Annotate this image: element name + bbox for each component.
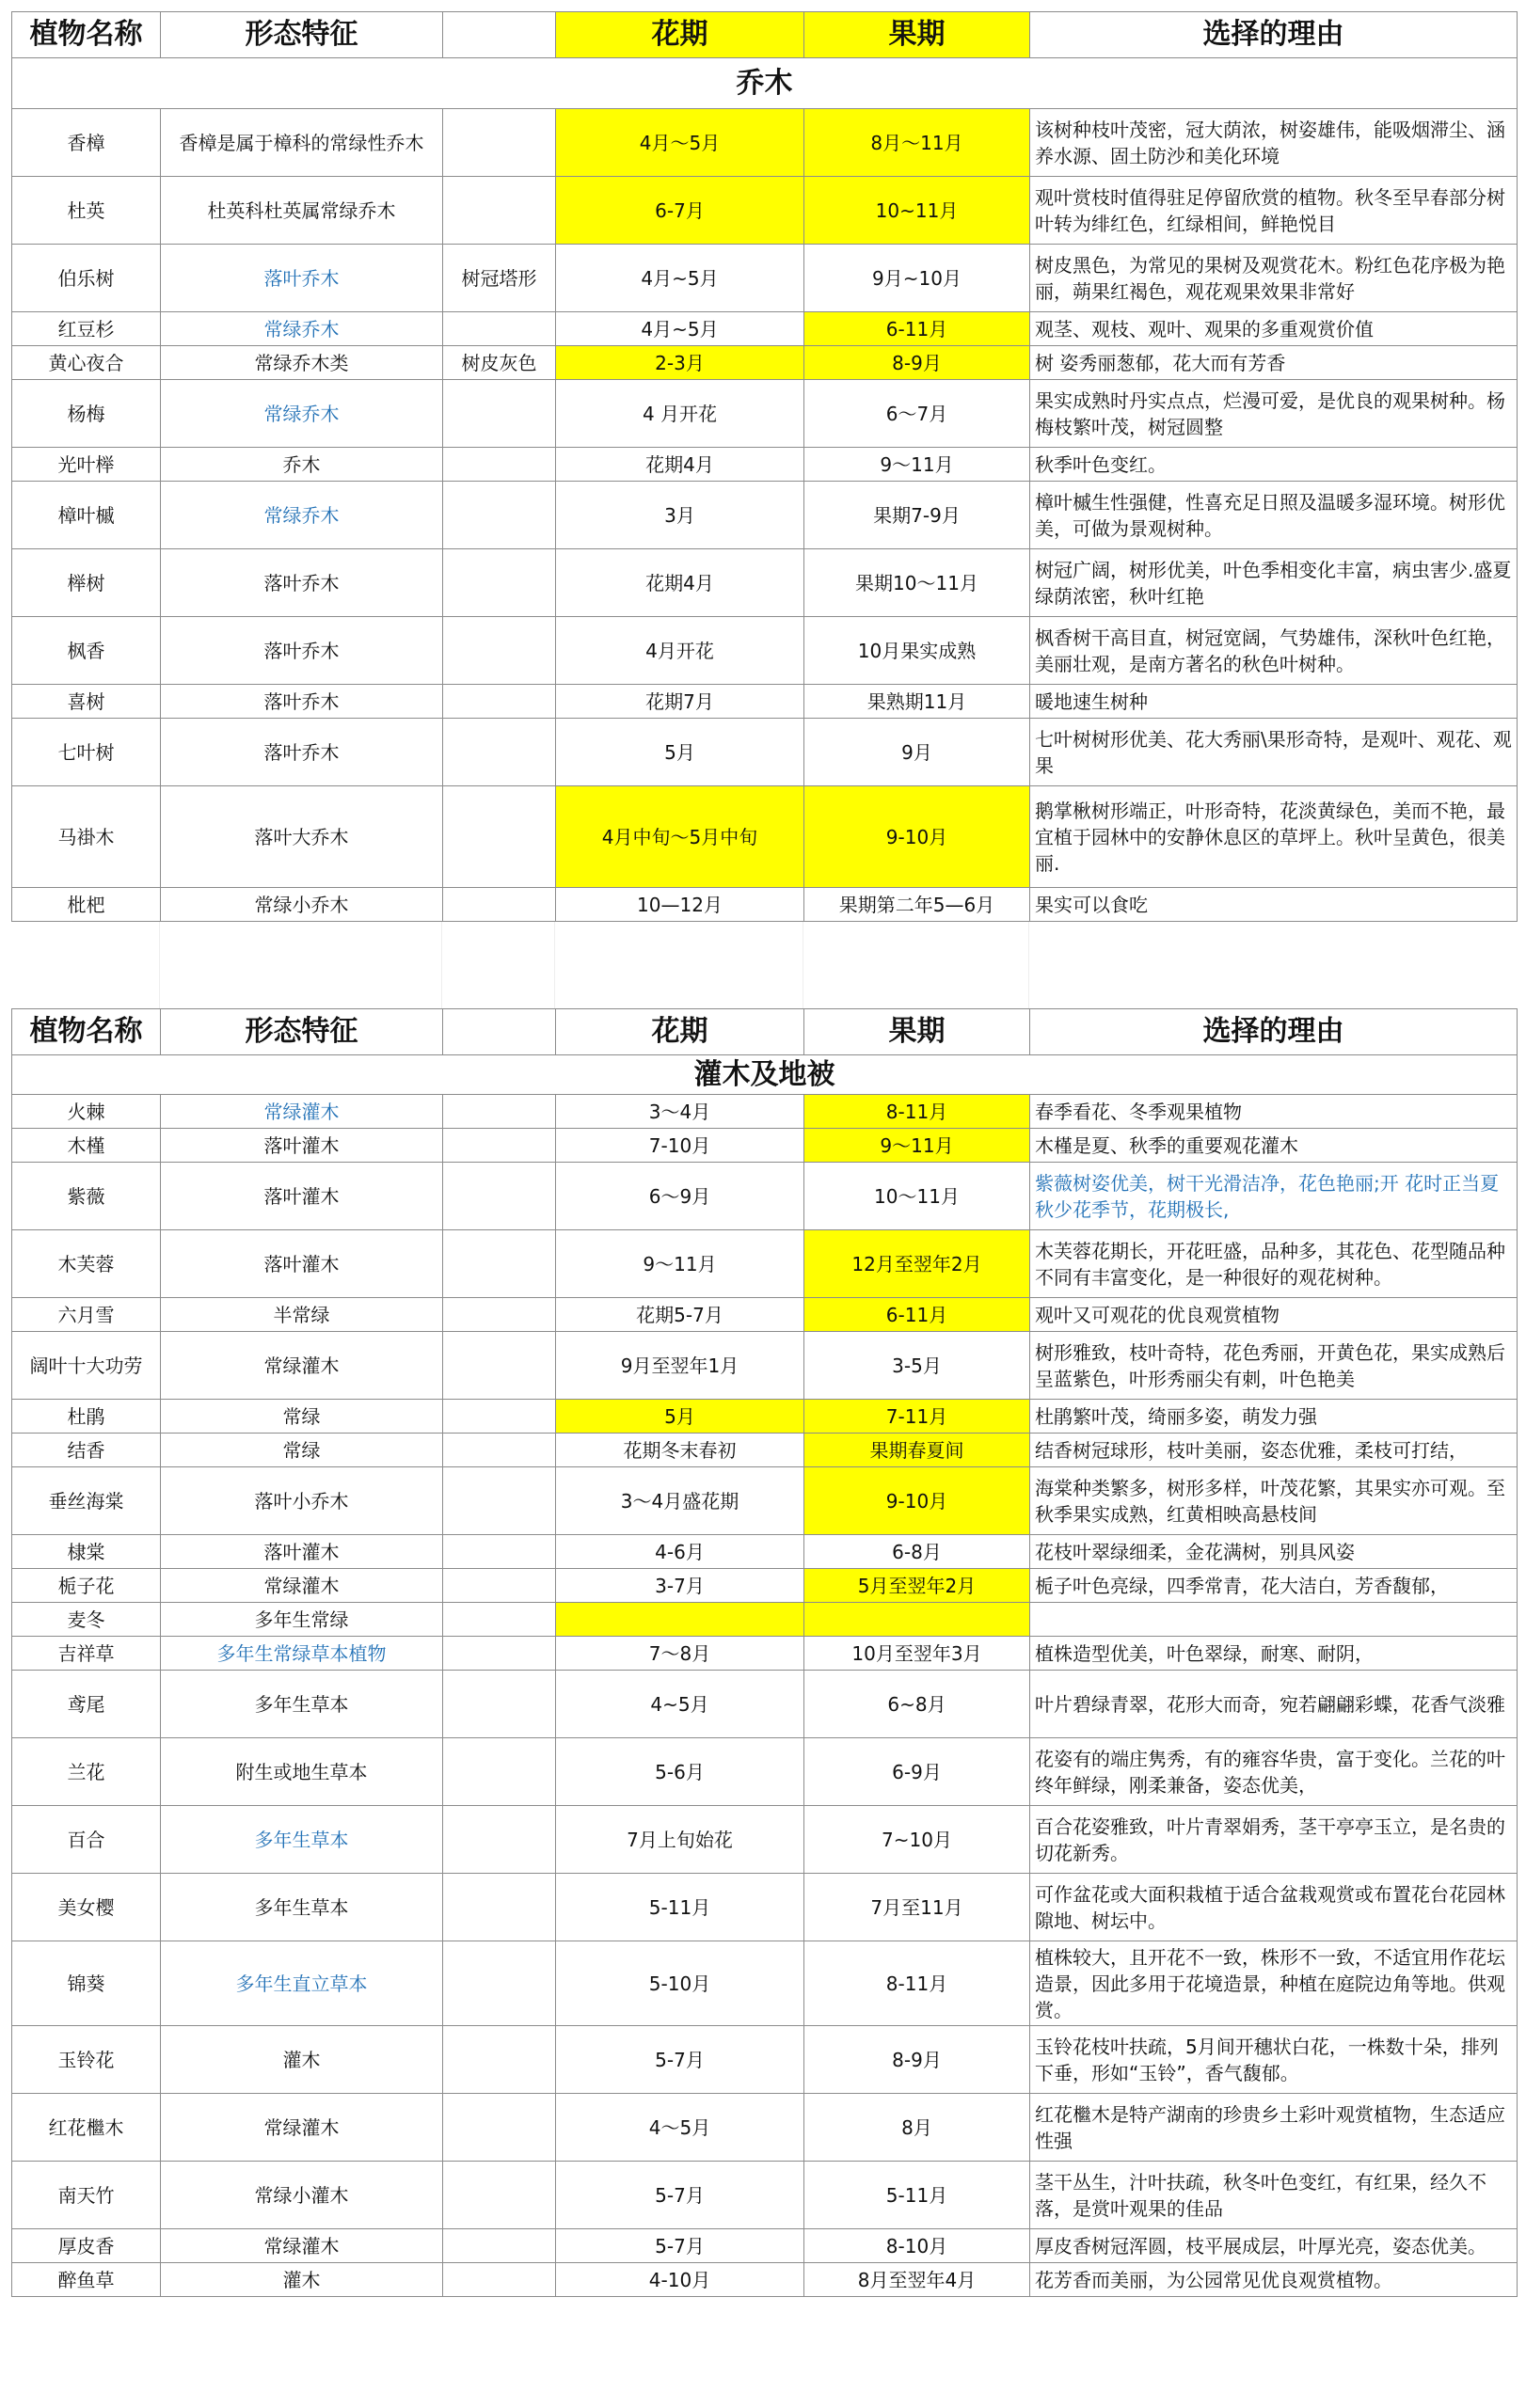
flowering-cell: 花期5-7月 <box>556 1298 804 1332</box>
section-row <box>12 58 1518 109</box>
extra-cell <box>443 177 556 245</box>
extra-cell <box>443 1603 556 1637</box>
extra-cell <box>443 2094 556 2162</box>
form-cell: 多年生草本 <box>161 1874 443 1941</box>
reason-cell: 果实可以食吃 <box>1030 888 1518 922</box>
table-row <box>12 1806 1518 1874</box>
fruiting-cell: 10~11月 <box>804 177 1030 245</box>
plant-name-cell: 百合 <box>12 1806 161 1874</box>
reason-cell: 鹅掌楸树形端正，叶形奇特，花淡黄绿色，美而不艳，最宜植于园林中的安静休息区的草坪上。秋叶呈黄色，很美丽. <box>1030 786 1518 888</box>
extra-cell <box>443 617 556 685</box>
plant-name-cell: 吉祥草 <box>12 1637 161 1671</box>
reason-cell: 木槿是夏、秋季的重要观花灌木 <box>1030 1129 1518 1163</box>
table-row <box>12 1738 1518 1806</box>
flowering-cell: 5-10月 <box>556 1941 804 2026</box>
form-cell: 灌木 <box>161 2263 443 2297</box>
plant-name-cell: 棣棠 <box>12 1535 161 1569</box>
table-row <box>12 1569 1518 1603</box>
fruiting-cell: 8月至翌年4月 <box>804 2263 1030 2297</box>
extra-cell <box>443 1806 556 1874</box>
plant-name-cell: 栀子花 <box>12 1569 161 1603</box>
flowering-cell: 5-7月 <box>556 2026 804 2094</box>
tree-table <box>11 11 1518 922</box>
table-row <box>12 685 1518 719</box>
fruiting-cell: 6~8月 <box>804 1671 1030 1738</box>
table-row <box>12 1230 1518 1298</box>
plant-name-cell: 枇杷 <box>12 888 161 922</box>
section-row <box>12 1055 1518 1095</box>
reason-cell: 茎干丛生，汁叶扶疏，秋冬叶色变红，有红果，经久不落，是赏叶观果的佳品 <box>1030 2162 1518 2229</box>
reason-cell: 花芳香而美丽，为公园常见优良观赏植物。 <box>1030 2263 1518 2297</box>
table-row <box>12 549 1518 617</box>
reason-cell: 花姿有的端庄隽秀，有的雍容华贵，富于变化。兰花的叶终年鲜绿，刚柔兼备，姿态优美， <box>1030 1738 1518 1806</box>
table-row <box>12 1434 1518 1467</box>
plant-name-cell: 木槿 <box>12 1129 161 1163</box>
flowering-cell: 4-6月 <box>556 1535 804 1569</box>
reason-cell: 结香树冠球形，枝叶美丽，姿态优雅，柔枝可打结， <box>1030 1434 1518 1467</box>
form-cell: 落叶乔木 <box>161 549 443 617</box>
reason-cell: 观茎、观枝、观叶、观果的多重观赏价值 <box>1030 312 1518 346</box>
table-row <box>12 1603 1518 1637</box>
table-row <box>12 380 1518 448</box>
plant-name-cell: 阔叶十大功劳 <box>12 1332 161 1400</box>
fruiting-cell: 3-5月 <box>804 1332 1030 1400</box>
form-cell: 香樟是属于樟科的常绿性乔木 <box>161 109 443 177</box>
plant-name-cell: 杜英 <box>12 177 161 245</box>
fruiting-cell: 8-11月 <box>804 1095 1030 1129</box>
table-row <box>12 448 1518 482</box>
fruiting-cell: 9月 <box>804 719 1030 786</box>
table-row <box>12 1095 1518 1129</box>
reason-cell: 玉铃花枝叶扶疏，5月间开穗状白花，一株数十朵，排列下垂，形如“玉铃”，香气馥郁。 <box>1030 2026 1518 2094</box>
plant-name-cell: 兰花 <box>12 1738 161 1806</box>
table-row <box>12 2094 1518 2162</box>
fruiting-cell: 果期7-9月 <box>804 482 1030 549</box>
plant-name-cell: 麦冬 <box>12 1603 161 1637</box>
fruiting-cell: 12月至翌年2月 <box>804 1230 1030 1298</box>
form-cell: 常绿乔木 <box>161 312 443 346</box>
reason-cell: 观叶又可观花的优良观赏植物 <box>1030 1298 1518 1332</box>
table-row <box>12 245 1518 312</box>
reason-cell: 春季看花、冬季观果植物 <box>1030 1095 1518 1129</box>
plant-name-cell: 锦葵 <box>12 1941 161 2026</box>
fruiting-cell: 9-10月 <box>804 1467 1030 1535</box>
header-form: 形态特征 <box>161 12 443 58</box>
form-cell: 多年生草本 <box>161 1806 443 1874</box>
fruiting-cell: 8月 <box>804 2094 1030 2162</box>
fruiting-cell: 8-9月 <box>804 346 1030 380</box>
header-fruiting: 果期 <box>804 1009 1030 1055</box>
form-cell: 常绿小灌木 <box>161 2162 443 2229</box>
table-row <box>12 888 1518 922</box>
extra-cell <box>443 1535 556 1569</box>
extra-cell <box>443 719 556 786</box>
form-cell: 常绿 <box>161 1400 443 1434</box>
fruiting-cell: 9～11月 <box>804 448 1030 482</box>
flowering-cell: 4月开花 <box>556 617 804 685</box>
extra-cell <box>443 1095 556 1129</box>
table-row <box>12 2162 1518 2229</box>
table-row <box>12 1129 1518 1163</box>
header-form: 形态特征 <box>161 1009 443 1055</box>
extra-cell <box>443 2263 556 2297</box>
flowering-cell: 花期7月 <box>556 685 804 719</box>
extra-cell: 树皮灰色 <box>443 346 556 380</box>
flowering-cell: 5-6月 <box>556 1738 804 1806</box>
flowering-cell: 4-10月 <box>556 2263 804 2297</box>
form-cell: 常绿灌木 <box>161 2229 443 2263</box>
reason-cell: 树 姿秀丽葱郁，花大而有芳香 <box>1030 346 1518 380</box>
plant-name-cell: 紫薇 <box>12 1163 161 1230</box>
table-row <box>12 482 1518 549</box>
table-row <box>12 2229 1518 2263</box>
flowering-cell: 花期4月 <box>556 448 804 482</box>
reason-cell: 花枝叶翠绿细柔，金花满树，别具风姿 <box>1030 1535 1518 1569</box>
reason-cell: 百合花姿雅致，叶片青翠娟秀，茎干亭亭玉立，是名贵的切花新秀。 <box>1030 1806 1518 1874</box>
flowering-cell: 3～4月 <box>556 1095 804 1129</box>
spacer-rows <box>11 922 1517 1008</box>
flowering-cell: 5月 <box>556 1400 804 1434</box>
plant-name-cell: 木芙蓉 <box>12 1230 161 1298</box>
table-row <box>12 312 1518 346</box>
form-cell: 落叶灌木 <box>161 1163 443 1230</box>
table-row <box>12 109 1518 177</box>
plant-name-cell: 结香 <box>12 1434 161 1467</box>
reason-cell: 可作盆花或大面积栽植于适合盆栽观赏或布置花台花园林隙地、树坛中。 <box>1030 1874 1518 1941</box>
form-cell: 常绿乔木 <box>161 482 443 549</box>
table-row <box>12 1467 1518 1535</box>
plant-name-cell: 红花檵木 <box>12 2094 161 2162</box>
fruiting-cell: 果期10～11月 <box>804 549 1030 617</box>
fruiting-cell: 10月至翌年3月 <box>804 1637 1030 1671</box>
reason-cell: 海棠种类繁多，树形多样，叶茂花繁，其果实亦可观。至秋季果实成熟，红黄相映高悬枝间 <box>1030 1467 1518 1535</box>
flowering-cell: 花期冬末春初 <box>556 1434 804 1467</box>
fruiting-cell: 6-8月 <box>804 1535 1030 1569</box>
form-cell: 多年生常绿草本植物 <box>161 1637 443 1671</box>
fruiting-cell: 6-11月 <box>804 312 1030 346</box>
flowering-cell: 4月~5月 <box>556 312 804 346</box>
plant-name-cell: 喜树 <box>12 685 161 719</box>
header-fruiting: 果期 <box>804 12 1030 58</box>
table-row <box>12 1332 1518 1400</box>
plant-name-cell: 光叶榉 <box>12 448 161 482</box>
header-row <box>12 12 1518 58</box>
extra-cell <box>443 2229 556 2263</box>
section-title: 灌木及地被 <box>12 1055 1518 1095</box>
flowering-cell: 4～5月 <box>556 2094 804 2162</box>
form-cell: 落叶大乔木 <box>161 786 443 888</box>
header-blank <box>443 12 556 58</box>
extra-cell <box>443 1941 556 2026</box>
plant-name-cell: 火棘 <box>12 1095 161 1129</box>
form-cell: 落叶灌木 <box>161 1129 443 1163</box>
reason-cell: 枫香树干高目直，树冠宽阔，气势雄伟，深秋叶色红艳，美丽壮观，是南方著名的秋色叶树种。 <box>1030 617 1518 685</box>
plant-name-cell: 杜鹃 <box>12 1400 161 1434</box>
form-cell: 多年生直立草本 <box>161 1941 443 2026</box>
header-flowering: 花期 <box>556 1009 804 1055</box>
extra-cell <box>443 1874 556 1941</box>
form-cell: 乔木 <box>161 448 443 482</box>
flowering-cell: 花期4月 <box>556 549 804 617</box>
extra-cell <box>443 888 556 922</box>
table-row <box>12 2263 1518 2297</box>
plant-name-cell: 南天竹 <box>12 2162 161 2229</box>
extra-cell <box>443 312 556 346</box>
section-title: 乔木 <box>12 58 1518 109</box>
flowering-cell: 7-10月 <box>556 1129 804 1163</box>
flowering-cell: 3-7月 <box>556 1569 804 1603</box>
table-row <box>12 346 1518 380</box>
fruiting-cell: 6-9月 <box>804 1738 1030 1806</box>
table-row <box>12 1535 1518 1569</box>
reason-cell <box>1030 1603 1518 1637</box>
fruiting-cell: 5-11月 <box>804 2162 1030 2229</box>
reason-cell: 木芙蓉花期长，开花旺盛，品种多，其花色、花型随品种不同有丰富变化，是一种很好的观花树种。 <box>1030 1230 1518 1298</box>
extra-cell: 树冠塔形 <box>443 245 556 312</box>
flowering-cell: 7月上旬始花 <box>556 1806 804 1874</box>
form-cell: 附生或地生草本 <box>161 1738 443 1806</box>
header-flowering: 花期 <box>556 12 804 58</box>
fruiting-cell: 9～11月 <box>804 1129 1030 1163</box>
form-cell: 常绿小乔木 <box>161 888 443 922</box>
flowering-cell: 4月中旬～5月中旬 <box>556 786 804 888</box>
flowering-cell: 9月至翌年1月 <box>556 1332 804 1400</box>
plant-name-cell: 黄心夜合 <box>12 346 161 380</box>
form-cell: 常绿乔木类 <box>161 346 443 380</box>
form-cell: 多年生常绿 <box>161 1603 443 1637</box>
plant-name-cell: 醉鱼草 <box>12 2263 161 2297</box>
reason-cell: 杜鹃繁叶茂，绮丽多姿，萌发力强 <box>1030 1400 1518 1434</box>
fruiting-cell: 果期春夏间 <box>804 1434 1030 1467</box>
plant-name-cell: 榉树 <box>12 549 161 617</box>
fruiting-cell: 5月至翌年2月 <box>804 1569 1030 1603</box>
fruiting-cell: 7~10月 <box>804 1806 1030 1874</box>
flowering-cell: 6-7月 <box>556 177 804 245</box>
reason-cell: 植株较大，且开花不一致，株形不一致，不适宜用作花坛造景，因此多用于花境造景，种植在庭院边角等地。供观赏。 <box>1030 1941 1518 2026</box>
fruiting-cell: 10～11月 <box>804 1163 1030 1230</box>
flowering-cell: 5月 <box>556 719 804 786</box>
reason-cell: 树冠广阔，树形优美，叶色季相变化丰富，病虫害少.盛夏绿荫浓密，秋叶红艳 <box>1030 549 1518 617</box>
plant-name-cell: 红豆杉 <box>12 312 161 346</box>
reason-cell: 树皮黑色，为常见的果树及观赏花木。粉红色花序极为艳丽，蒴果红褐色，观花观果效果非常好 <box>1030 245 1518 312</box>
form-cell: 常绿乔木 <box>161 380 443 448</box>
table-row <box>12 2026 1518 2094</box>
extra-cell <box>443 1637 556 1671</box>
flowering-cell: 4月～5月 <box>556 109 804 177</box>
header-plant-name: 植物名称 <box>12 1009 161 1055</box>
fruiting-cell: 6-11月 <box>804 1298 1030 1332</box>
fruiting-cell: 果熟期11月 <box>804 685 1030 719</box>
flowering-cell: 2-3月 <box>556 346 804 380</box>
extra-cell <box>443 1467 556 1535</box>
fruiting-cell: 8-10月 <box>804 2229 1030 2263</box>
reason-cell: 观叶赏枝时值得驻足停留欣赏的植物。秋冬至早春部分树叶转为绯红色，红绿相间，鲜艳悦目 <box>1030 177 1518 245</box>
extra-cell <box>443 2162 556 2229</box>
extra-cell <box>443 1129 556 1163</box>
plant-name-cell: 枫香 <box>12 617 161 685</box>
plant-name-cell: 樟叶槭 <box>12 482 161 549</box>
table-row <box>12 1298 1518 1332</box>
table-row <box>12 719 1518 786</box>
reason-cell: 暖地速生树种 <box>1030 685 1518 719</box>
form-cell: 常绿 <box>161 1434 443 1467</box>
fruiting-cell: 7-11月 <box>804 1400 1030 1434</box>
reason-cell: 植株造型优美，叶色翠绿，耐寒、耐阴， <box>1030 1637 1518 1671</box>
header-plant-name: 植物名称 <box>12 12 161 58</box>
flowering-cell: 4 月开花 <box>556 380 804 448</box>
fruiting-cell: 10月果实成熟 <box>804 617 1030 685</box>
form-cell: 半常绿 <box>161 1298 443 1332</box>
extra-cell <box>443 1569 556 1603</box>
reason-cell: 七叶树树形优美、花大秀丽\果形奇特，是观叶、观花、观果 <box>1030 719 1518 786</box>
form-cell: 落叶灌木 <box>161 1535 443 1569</box>
reason-cell: 紫薇树姿优美，树干光滑洁净，花色艳丽;开 花时正当夏秋少花季节，花期极长, <box>1030 1163 1518 1230</box>
extra-cell <box>443 1298 556 1332</box>
extra-cell <box>443 685 556 719</box>
form-cell: 落叶小乔木 <box>161 1467 443 1535</box>
reason-cell: 果实成熟时丹实点点，烂漫可爱，是优良的观果树种。杨梅枝繁叶茂，树冠圆整 <box>1030 380 1518 448</box>
flowering-cell: 7～8月 <box>556 1637 804 1671</box>
extra-cell <box>443 1163 556 1230</box>
extra-cell <box>443 1230 556 1298</box>
header-reason: 选择的理由 <box>1030 1009 1518 1055</box>
plant-name-cell: 玉铃花 <box>12 2026 161 2094</box>
form-cell: 常绿灌木 <box>161 2094 443 2162</box>
flowering-cell: 9～11月 <box>556 1230 804 1298</box>
form-cell: 常绿灌木 <box>161 1332 443 1400</box>
table-row <box>12 1163 1518 1230</box>
extra-cell <box>443 482 556 549</box>
plant-name-cell: 马褂木 <box>12 786 161 888</box>
fruiting-cell: 8月～11月 <box>804 109 1030 177</box>
plant-name-cell: 香樟 <box>12 109 161 177</box>
fruiting-cell: 7月至11月 <box>804 1874 1030 1941</box>
form-cell: 落叶乔木 <box>161 245 443 312</box>
extra-cell <box>443 1434 556 1467</box>
reason-cell: 叶片碧绿青翠，花形大而奇，宛若翩翩彩蝶，花香气淡雅 <box>1030 1671 1518 1738</box>
form-cell: 落叶乔木 <box>161 685 443 719</box>
plant-name-cell: 七叶树 <box>12 719 161 786</box>
fruiting-cell: 8-11月 <box>804 1941 1030 2026</box>
table-row <box>12 177 1518 245</box>
form-cell: 多年生草本 <box>161 1671 443 1738</box>
plant-name-cell: 六月雪 <box>12 1298 161 1332</box>
table-row <box>12 1671 1518 1738</box>
extra-cell <box>443 2026 556 2094</box>
fruiting-cell: 9月~10月 <box>804 245 1030 312</box>
form-cell: 常绿灌木 <box>161 1095 443 1129</box>
flowering-cell: 3～4月盛花期 <box>556 1467 804 1535</box>
form-cell: 落叶乔木 <box>161 617 443 685</box>
extra-cell <box>443 109 556 177</box>
form-cell: 落叶乔木 <box>161 719 443 786</box>
table-row <box>12 1941 1518 2026</box>
flowering-cell: 5-7月 <box>556 2162 804 2229</box>
flowering-cell: 4月~5月 <box>556 245 804 312</box>
flowering-cell <box>556 1603 804 1637</box>
plant-name-cell: 杨梅 <box>12 380 161 448</box>
extra-cell <box>443 1332 556 1400</box>
flowering-cell: 5-11月 <box>556 1874 804 1941</box>
plant-name-cell: 垂丝海棠 <box>12 1467 161 1535</box>
flowering-cell: 4~5月 <box>556 1671 804 1738</box>
form-cell: 常绿灌木 <box>161 1569 443 1603</box>
form-cell: 杜英科杜英属常绿乔木 <box>161 177 443 245</box>
fruiting-cell: 6～7月 <box>804 380 1030 448</box>
form-cell: 灌木 <box>161 2026 443 2094</box>
reason-cell: 樟叶槭生性强健，性喜充足日照及温暖多湿环境。树形优美，可做为景观树种。 <box>1030 482 1518 549</box>
extra-cell <box>443 786 556 888</box>
flowering-cell: 3月 <box>556 482 804 549</box>
header-row <box>12 1009 1518 1055</box>
extra-cell <box>443 380 556 448</box>
plant-name-cell: 鸢尾 <box>12 1671 161 1738</box>
form-cell: 落叶灌木 <box>161 1230 443 1298</box>
reason-cell: 红花檵木是特产湖南的珍贵乡土彩叶观赏植物，生态适应性强 <box>1030 2094 1518 2162</box>
table-row <box>12 786 1518 888</box>
plant-name-cell: 美女樱 <box>12 1874 161 1941</box>
reason-cell: 树形雅致，枝叶奇特，花色秀丽，开黄色花，果实成熟后呈蓝紫色，叶形秀丽尖有刺，叶色艳美 <box>1030 1332 1518 1400</box>
fruiting-cell: 9-10月 <box>804 786 1030 888</box>
fruiting-cell: 果期第二年5—6月 <box>804 888 1030 922</box>
header-reason: 选择的理由 <box>1030 12 1518 58</box>
flowering-cell: 6～9月 <box>556 1163 804 1230</box>
header-blank <box>443 1009 556 1055</box>
extra-cell <box>443 448 556 482</box>
reason-cell: 栀子叶色亮绿，四季常青，花大洁白，芳香馥郁， <box>1030 1569 1518 1603</box>
table-row <box>12 1400 1518 1434</box>
reason-cell: 厚皮香树冠浑圆，枝平展成层，叶厚光亮，姿态优美。 <box>1030 2229 1518 2263</box>
extra-cell <box>443 1738 556 1806</box>
table-row <box>12 1637 1518 1671</box>
plant-name-cell: 伯乐树 <box>12 245 161 312</box>
plant-name-cell: 厚皮香 <box>12 2229 161 2263</box>
flowering-cell: 10—12月 <box>556 888 804 922</box>
table-row <box>12 1874 1518 1941</box>
extra-cell <box>443 1400 556 1434</box>
fruiting-cell <box>804 1603 1030 1637</box>
shrub-table <box>11 1008 1518 2297</box>
extra-cell <box>443 549 556 617</box>
fruiting-cell: 8-9月 <box>804 2026 1030 2094</box>
table-row <box>12 617 1518 685</box>
reason-cell: 该树种枝叶茂密，冠大荫浓，树姿雄伟，能吸烟滞尘、涵养水源、固土防沙和美化环境 <box>1030 109 1518 177</box>
flowering-cell: 5-7月 <box>556 2229 804 2263</box>
extra-cell <box>443 1671 556 1738</box>
reason-cell: 秋季叶色变红。 <box>1030 448 1518 482</box>
